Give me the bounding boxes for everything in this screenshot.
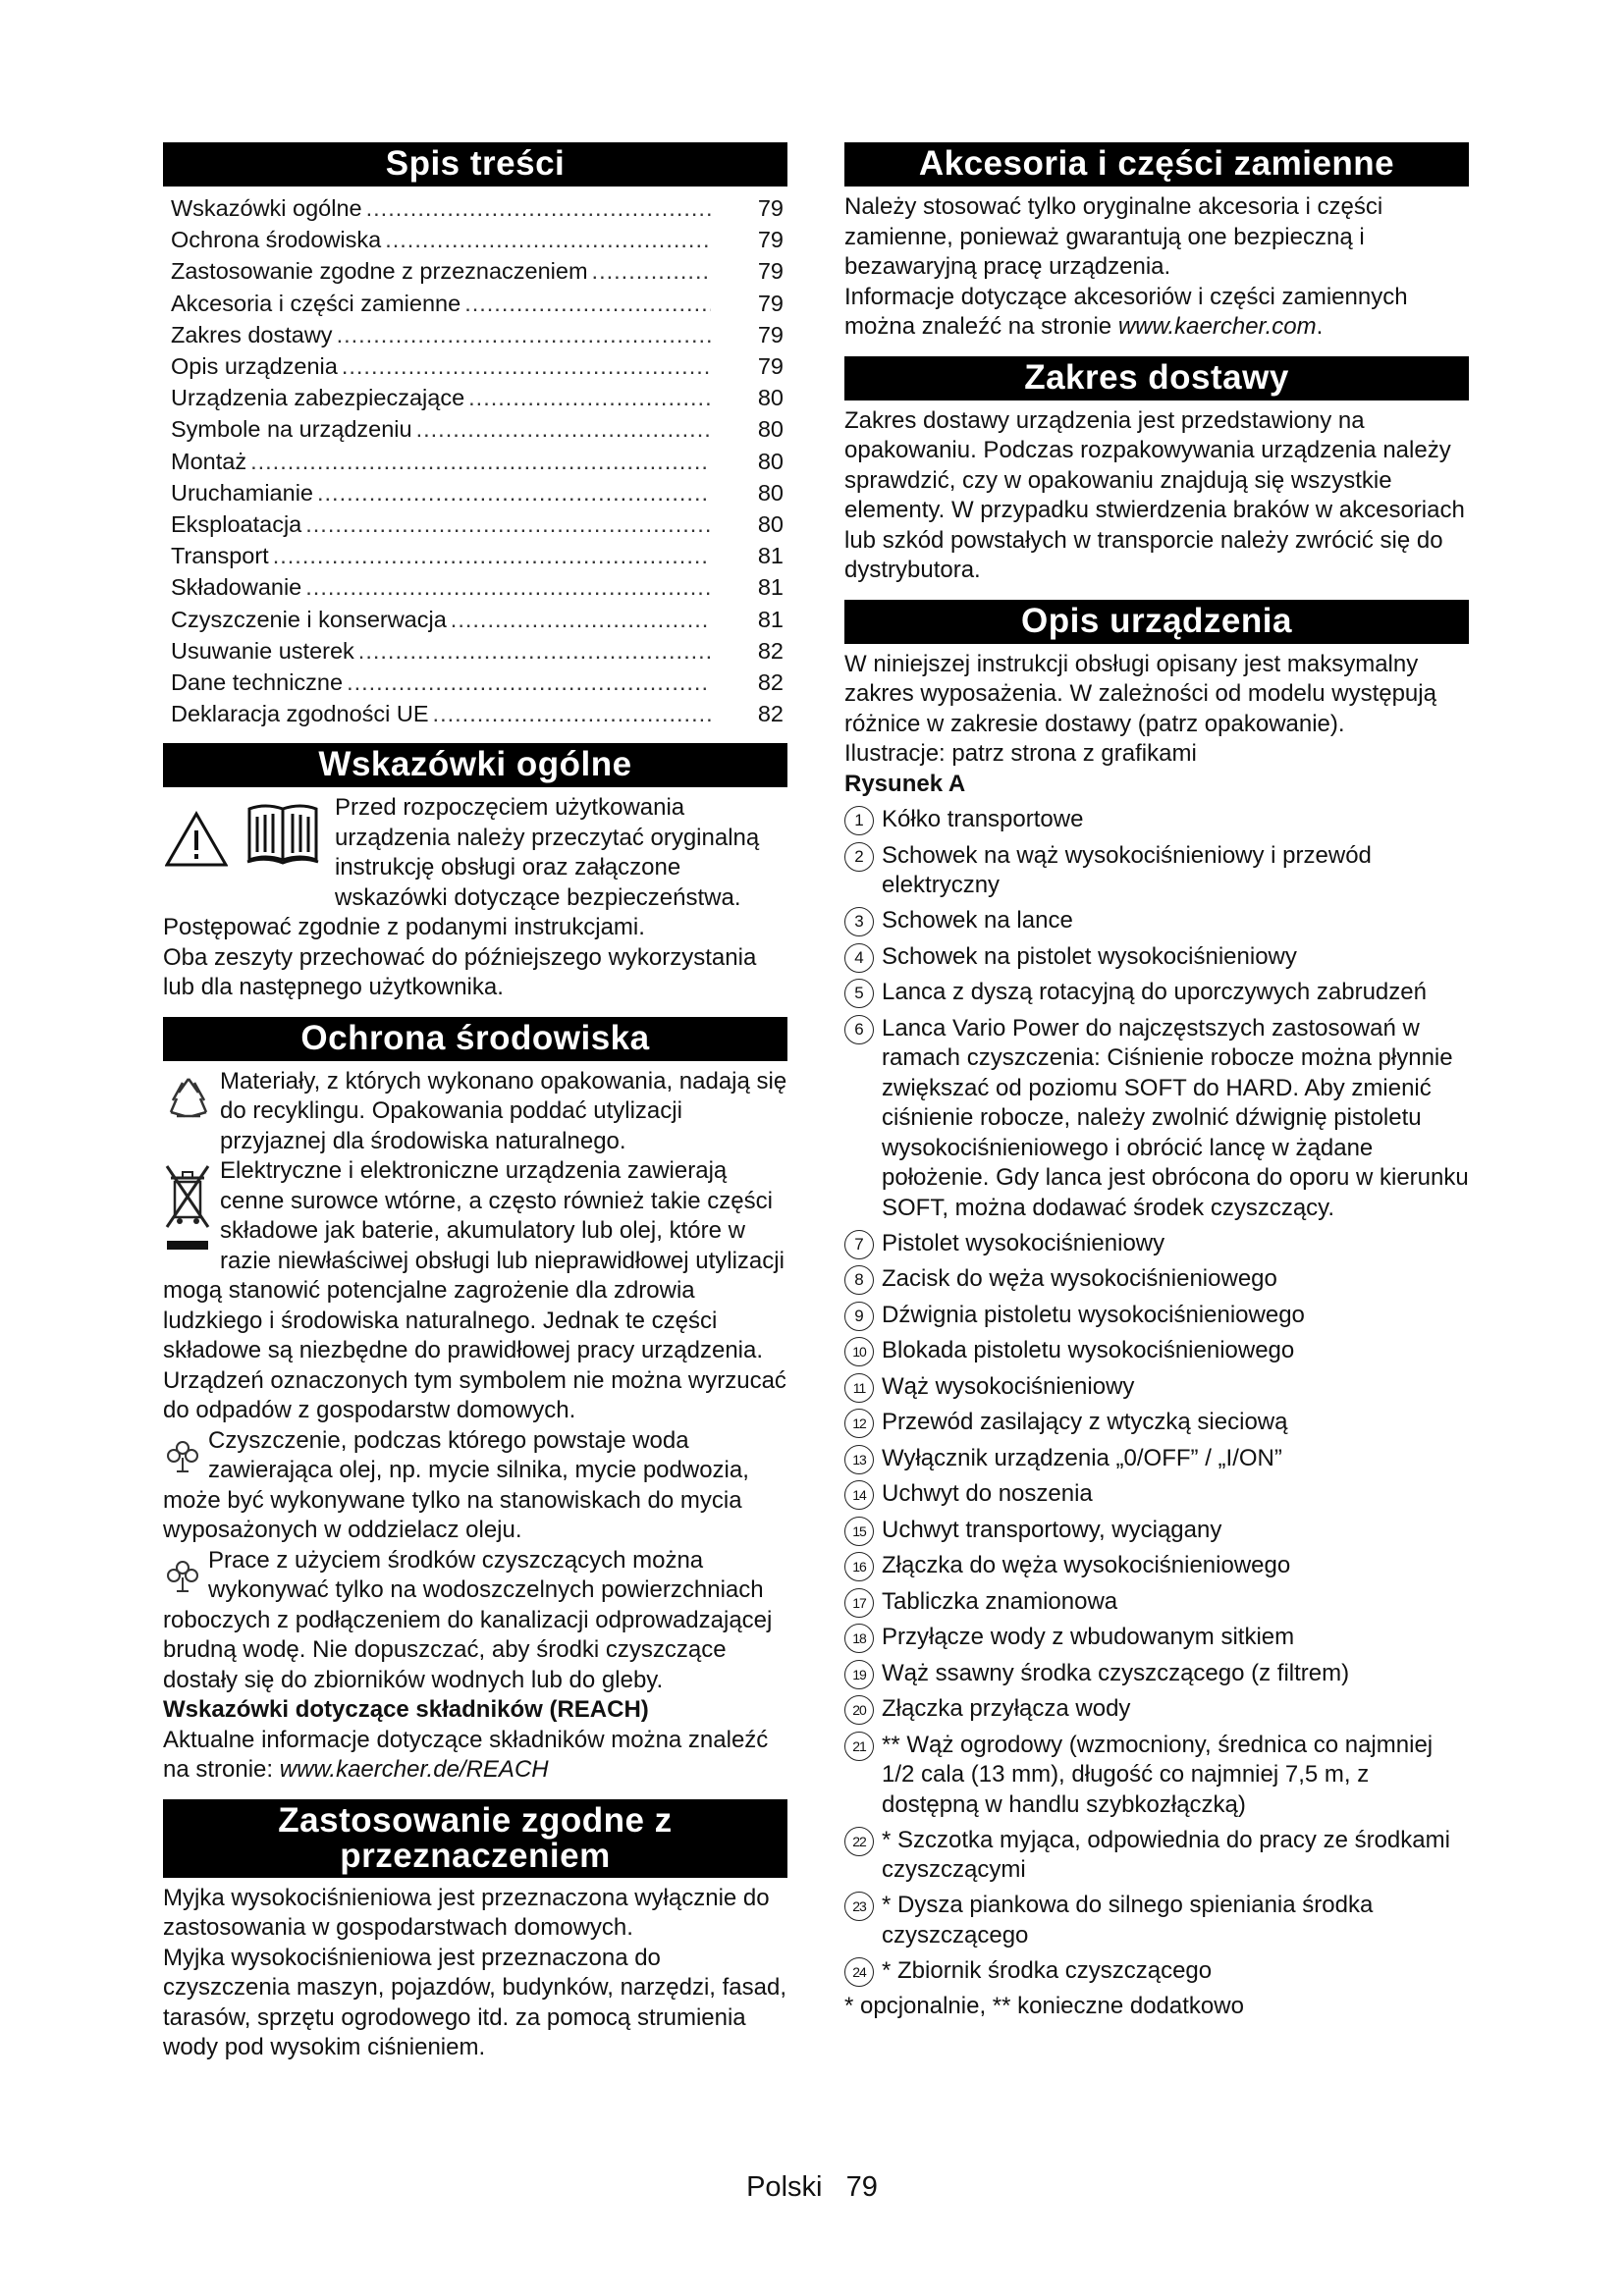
- item-text: Schowek na lance: [882, 907, 1073, 934]
- component-item: [844, 1731, 1469, 1821]
- reach-text: [163, 1726, 787, 1786]
- toc-leader-dots: [342, 350, 711, 382]
- toc-entry-label: Eksploatacja: [171, 511, 302, 538]
- toc-entry-label: Deklaracja zgodności UE: [171, 701, 429, 727]
- toc-entry[interactable]: [163, 604, 787, 635]
- item-number-badge: 23: [844, 1892, 874, 1921]
- environment-paragraph-3: Czyszczenie, podczas którego powstaje woda zawierająca olej, np. mycie silnika, mycie podwozia, może być wykonywane tylko na stanowiskach do mycia wyposażonych w oddzielacz oleju.: [163, 1426, 749, 1544]
- toc-entry-label: Zakres dostawy: [171, 321, 333, 347]
- toc-leader-dots: [305, 571, 711, 603]
- toc-leader-dots: [366, 192, 711, 224]
- item-text: Kółko transportowe: [882, 806, 1084, 832]
- item-number-badge: 8: [844, 1265, 874, 1295]
- component-item: [844, 942, 1469, 973]
- item-number-badge: 19: [844, 1660, 874, 1689]
- footer-language: Polski: [746, 2171, 823, 2203]
- toc-leader-dots: [385, 224, 711, 255]
- toc-entry[interactable]: [163, 635, 787, 667]
- toc-leader-dots: [433, 698, 711, 729]
- crossed-bin-icon: [163, 1156, 212, 1274]
- toc-leader-dots: [358, 635, 711, 667]
- description-paragraph: W niniejszej instrukcji obsługi opisany jest maksymalny zakres wyposażenia. W zależności od modelu występują różnice w zakresie dostawy (patrz opakowanie).: [844, 650, 1436, 737]
- item-text: Przewód zasilający z wtyczką sieciową: [882, 1409, 1288, 1435]
- description-heading: Opis urządzenia: [844, 600, 1469, 644]
- toc-leader-dots: [416, 413, 711, 445]
- left-column: [163, 142, 787, 2077]
- toc-entry-page: 80: [757, 511, 784, 538]
- item-text: * Szczotka myjąca, odpowiednia do pracy ze środkami czyszczącymi: [882, 1826, 1450, 1883]
- general-text: [163, 793, 787, 1003]
- component-item: [844, 1264, 1469, 1295]
- toc-entry-page: 81: [757, 606, 784, 632]
- toc-entry-page: 79: [757, 353, 784, 380]
- component-item: [844, 1014, 1469, 1224]
- description-illustrations: Ilustracje: patrz strona z grafikami: [844, 740, 1197, 767]
- item-number-badge: 5: [844, 979, 874, 1008]
- description-section: [844, 600, 1469, 2022]
- intended-use-paragraph-2: Myjka wysokociśnieniowa jest przeznaczona do czyszczenia maszyn, pojazdów, budynków, narzędzi, fasad, tarasów, sprzętu ogrodowego itd. za pomocą strumienia wody pod wysokim ciśnieniem.: [163, 1944, 786, 2061]
- toc-entry[interactable]: [163, 571, 787, 603]
- item-number-badge: 24: [844, 1957, 874, 1987]
- item-text: Blokada pistoletu wysokociśnieniowego: [882, 1337, 1295, 1363]
- toc-entry-page: 80: [757, 448, 784, 474]
- component-item: [844, 1956, 1469, 1987]
- oil-separator-icon: [163, 1556, 202, 1595]
- item-text: * Dysza piankowa do silnego spieniania środka czyszczącego: [882, 1892, 1374, 1949]
- item-text: Złączka przyłącza wody: [882, 1695, 1131, 1722]
- toc-entry-label: Akcesoria i części zamienne: [171, 290, 461, 316]
- item-text: Pistolet wysokociśnieniowy: [882, 1229, 1165, 1256]
- item-number-badge: 1: [844, 806, 874, 835]
- toc-entry-page: 81: [757, 543, 784, 569]
- component-item: [844, 1301, 1469, 1331]
- component-item: [844, 1479, 1469, 1510]
- item-number-badge: 15: [844, 1517, 874, 1546]
- accessories-link-suffix: .: [1316, 313, 1324, 340]
- item-text: Złączka do węża wysokociśnieniowego: [882, 1552, 1291, 1578]
- toc-entry[interactable]: [163, 350, 787, 382]
- component-item: [844, 805, 1469, 835]
- general-icons: [163, 793, 335, 883]
- accessories-link[interactable]: www.kaercher.com: [1117, 313, 1317, 340]
- toc-entry-page: 80: [757, 416, 784, 443]
- item-text: Uchwyt do noszenia: [882, 1480, 1093, 1507]
- toc-entry-page: 79: [757, 321, 784, 347]
- item-number-badge: 17: [844, 1588, 874, 1618]
- detergent-icon-wrap: [163, 1546, 208, 1603]
- component-item: [844, 1623, 1469, 1653]
- manual-book-icon: [245, 801, 320, 866]
- toc-heading: Spis treści: [163, 142, 787, 187]
- toc-entry[interactable]: [163, 698, 787, 729]
- item-text: Schowek na wąż wysokociśnieniowy i przewód elektryczny: [882, 841, 1372, 898]
- toc-entry[interactable]: [163, 382, 787, 413]
- component-item: [844, 1229, 1469, 1259]
- toc-entry-page: 79: [757, 290, 784, 316]
- item-number-badge: 10: [844, 1337, 874, 1366]
- accessories-paragraph-1: Należy stosować tylko oryginalne akcesoria i części zamienne, ponieważ gwarantują one bezpieczną i bezawaryjną pracę urządzenia.: [844, 193, 1383, 280]
- general-paragraph: Przed rozpoczęciem użytkowania urządzenia należy przeczytać oryginalną instrukcję obsługi oraz załączone wskazówki dotyczące bezpieczeństwa. Postępować zgodnie z podanymi instrukcjami.: [163, 794, 760, 941]
- oil-row: [163, 1426, 787, 1546]
- item-text: Zacisk do węża wysokociśnieniowego: [882, 1265, 1277, 1292]
- footer-page-number: 79: [845, 2171, 878, 2203]
- figure-label: Rysunek A: [844, 770, 966, 797]
- component-item: [844, 1408, 1469, 1438]
- accessories-paragraph-2-text: Informacje dotyczące akcesoriów i części zamiennych można znaleźć na stronie: [844, 283, 1408, 340]
- environment-paragraph-4: Prace z użyciem środków czyszczących można wykonywać tylko na wodoszczelnych powierzchniach roboczych z podłączeniem do kanalizacji odprowadzającej brudną wodę. Nie dopuszczać, aby środki czyszczące dostały się do zbiorników wodnych lub do gleby.: [163, 1546, 773, 1693]
- reach-link[interactable]: www.kaercher.de/REACH: [279, 1756, 549, 1784]
- component-item: [844, 1891, 1469, 1950]
- item-text: ** Wąż ogrodowy (wzmocniony, średnica co najmniej 1/2 cala (13 mm), długość co najmniej 7,5 m, z dostępną w handlu szybkozłączką): [882, 1731, 1434, 1818]
- item-text: Przyłącze wody z wbudowanym sitkiem: [882, 1624, 1295, 1650]
- toc-entry-page: 79: [757, 258, 784, 285]
- recycling-row: [163, 1067, 787, 1157]
- item-number-badge: 20: [844, 1695, 874, 1725]
- toc-leader-dots: [592, 255, 711, 287]
- component-item: [844, 1516, 1469, 1546]
- page-footer: [0, 2171, 1624, 2204]
- toc-entry[interactable]: [163, 255, 787, 287]
- oil-icon-wrap: [163, 1426, 208, 1483]
- toc-entry-page: 80: [757, 479, 784, 506]
- toc-entry[interactable]: [163, 413, 787, 445]
- toc-entry-label: Wskazówki ogólne: [171, 195, 362, 221]
- toc-entry[interactable]: [163, 508, 787, 540]
- recycling-icon: [163, 1073, 214, 1124]
- detergent-row: [163, 1546, 787, 1696]
- component-item: [844, 841, 1469, 901]
- item-text: Lanca z dyszą rotacyjną do uporczywych zabrudzeń: [882, 979, 1427, 1005]
- general-heading: Wskazówki ogólne: [163, 743, 787, 787]
- toc-entry-page: 81: [757, 574, 784, 601]
- intended-use-heading-line-1: Zastosowanie zgodne z: [278, 1800, 673, 1840]
- toc-entry-page: 82: [757, 701, 784, 727]
- item-text: Lanca Vario Power do najczęstszych zastosowań w ramach czyszczenia: Ciśnienie robocze można płynnie zwiększać od poziomu SOFT do HARD. Aby zmienić ciśnienie robocze, należy zwolnić dźwignię pistoletu wysokociśnieniowego i obrócić lancę w żądane położenie. Gdy lanca jest obrócona do oporu w kierunku SOFT, można dodawać środek czyszczący.: [882, 1014, 1469, 1221]
- component-item: [844, 1659, 1469, 1689]
- toc-entry[interactable]: [163, 540, 787, 571]
- component-item: [844, 1444, 1469, 1474]
- toc-entry-label: Składowanie: [171, 574, 302, 601]
- toc-entry-label: Ochrona środowiska: [171, 227, 382, 253]
- item-number-badge: 16: [844, 1552, 874, 1581]
- toc-entry-page: 80: [757, 385, 784, 411]
- item-number-badge: 3: [844, 907, 874, 936]
- warning-triangle-icon: [165, 811, 228, 868]
- accessories-section: [844, 142, 1469, 343]
- item-number-badge: 18: [844, 1624, 874, 1653]
- intended-use-heading: [163, 1799, 787, 1878]
- item-number-badge: 13: [844, 1445, 874, 1474]
- item-number-badge: 2: [844, 842, 874, 872]
- accessories-heading: Akcesoria i części zamienne: [844, 142, 1469, 187]
- intended-use-heading-line-2: przeznaczeniem: [340, 1836, 611, 1875]
- environment-section: [163, 1017, 787, 1786]
- component-item: [844, 1551, 1469, 1581]
- item-number-badge: 21: [844, 1732, 874, 1761]
- toc-leader-dots: [451, 604, 711, 635]
- item-number-badge: 14: [844, 1480, 874, 1510]
- item-number-badge: 22: [844, 1827, 874, 1856]
- scope-section: [844, 356, 1469, 586]
- reach-title: Wskazówki dotyczące składników (REACH): [163, 1696, 649, 1724]
- toc-entry-label: Uruchamianie: [171, 479, 313, 506]
- component-item: [844, 1826, 1469, 1886]
- item-text: Dźwignia pistoletu wysokociśnieniowego: [882, 1301, 1305, 1328]
- toc-entry-page: 79: [757, 227, 784, 253]
- toc-entry-label: Montaż: [171, 448, 247, 474]
- toc-entry[interactable]: [163, 288, 787, 319]
- toc-entry-label: Czyszczenie i konserwacja: [171, 606, 447, 632]
- environment-paragraph-2: Elektryczne i elektroniczne urządzenia zawierają cenne surowce wtórne, a często również takie części składowe jak baterie, akumulatory lub olej, które w razie niewłaściwej obsługi lub nieprawidłowej utylizacji mogą stanowić potencjalne zagrożenie dla zdrowia ludzkiego i środowiska naturalnego. Jednak te części składowe są niezbędne do prawidłowej pracy urządzenia. Urządzeń oznaczonych tym symbolem nie można wyrzucać do odpadów z gospodarstw domowych.: [163, 1157, 786, 1424]
- weee-row: [163, 1156, 787, 1426]
- item-text: Tabliczka znamionowa: [882, 1587, 1118, 1615]
- item-text: Wąż ssawny środka czyszczącego (z filtrem): [882, 1659, 1350, 1686]
- toc-entry[interactable]: [163, 192, 787, 224]
- toc-leader-dots: [317, 477, 711, 508]
- toc-entry-label: Usuwanie usterek: [171, 637, 354, 664]
- toc-entry-label: Dane techniczne: [171, 669, 344, 696]
- environment-heading: Ochrona środowiska: [163, 1017, 787, 1061]
- general-section: [163, 743, 787, 1003]
- toc-entry[interactable]: [163, 319, 787, 350]
- toc-entry-label: Symbole na urządzeniu: [171, 416, 412, 443]
- item-number-badge: 4: [844, 943, 874, 973]
- intended-use-paragraph-1: Myjka wysokociśnieniowa jest przeznaczona wyłącznie do zastosowania w gospodarstwach domowych.: [163, 1884, 770, 1942]
- recycling-icon-wrap: [163, 1067, 220, 1133]
- right-column: [844, 142, 1469, 2036]
- toc-entry-page: 82: [757, 637, 784, 664]
- reach-text-label: Aktualne informacje dotyczące składników można znaleźć na stronie:: [163, 1726, 769, 1784]
- toc-entry[interactable]: [163, 477, 787, 508]
- item-text: Wyłącznik urządzenia „0/OFF” / „I/ON”: [882, 1444, 1282, 1471]
- toc-leader-dots: [337, 319, 711, 350]
- toc-leader-dots: [468, 382, 711, 413]
- toc-leader-dots: [273, 540, 711, 571]
- scope-paragraph: Zakres dostawy urządzenia jest przedstawiony na opakowaniu. Podczas rozpakowywania urządzenia należy sprawdzić, czy w opakowaniu znajdują się wszystkie elementy. W przypadku stwierdzenia braków w akcesoriach lub szkód powstałych w transporcie należy zwrócić się do dystrybutora.: [844, 406, 1465, 583]
- table-of-contents: [163, 192, 787, 729]
- toc-entry-page: 82: [757, 669, 784, 696]
- toc-entry[interactable]: [163, 446, 787, 477]
- component-item: [844, 906, 1469, 936]
- toc-entry-label: Opis urządzenia: [171, 353, 338, 380]
- item-number-badge: 6: [844, 1015, 874, 1044]
- environment-text: [163, 1067, 787, 1786]
- environment-paragraph-1: Materiały, z których wykonano opakowania, nadają się do recyklingu. Opakowania poddać utylizacji przyjaznej dla środowiska naturalnego.: [220, 1067, 787, 1154]
- toc-entry-label: Zastosowanie zgodne z przeznaczeniem: [171, 258, 588, 285]
- oil-separator-icon: [163, 1436, 202, 1475]
- component-item: [844, 1694, 1469, 1725]
- footnote: * opcjonalnie, ** konieczne dodatkowo: [844, 1993, 1244, 2019]
- toc-leader-dots: [347, 667, 711, 698]
- item-text: * Zbiornik środka czyszczącego: [882, 1956, 1213, 1984]
- toc-entry-page: 79: [757, 195, 784, 221]
- component-list: [844, 805, 1469, 1987]
- item-text: Wąż wysokociśnieniowy: [882, 1372, 1135, 1400]
- toc-entry-label: Urządzenia zabezpieczające: [171, 385, 465, 411]
- toc-entry-label: Transport: [171, 543, 269, 569]
- accessories-paragraph-2: [844, 283, 1469, 343]
- item-number-badge: 12: [844, 1409, 874, 1438]
- item-number-badge: 9: [844, 1302, 874, 1331]
- crossed-bin-icon-wrap: [163, 1156, 220, 1276]
- scope-heading: Zakres dostawy: [844, 356, 1469, 400]
- toc-leader-dots: [464, 288, 711, 319]
- general-paragraph-2: Oba zeszyty przechować do późniejszego wykorzystania lub dla następnego użytkownika.: [163, 943, 757, 1001]
- component-item: [844, 1587, 1469, 1618]
- item-text: Uchwyt transportowy, wyciągany: [882, 1516, 1222, 1543]
- item-number-badge: 11: [844, 1373, 874, 1403]
- toc-entry[interactable]: [163, 224, 787, 255]
- toc-leader-dots: [250, 446, 711, 477]
- component-item: [844, 1372, 1469, 1403]
- intended-use-section: [163, 1799, 787, 2063]
- item-number-badge: 7: [844, 1230, 874, 1259]
- item-text: Schowek na pistolet wysokociśnieniowy: [882, 942, 1297, 970]
- toc-entry[interactable]: [163, 667, 787, 698]
- toc-leader-dots: [305, 508, 711, 540]
- component-item: [844, 978, 1469, 1008]
- component-item: [844, 1336, 1469, 1366]
